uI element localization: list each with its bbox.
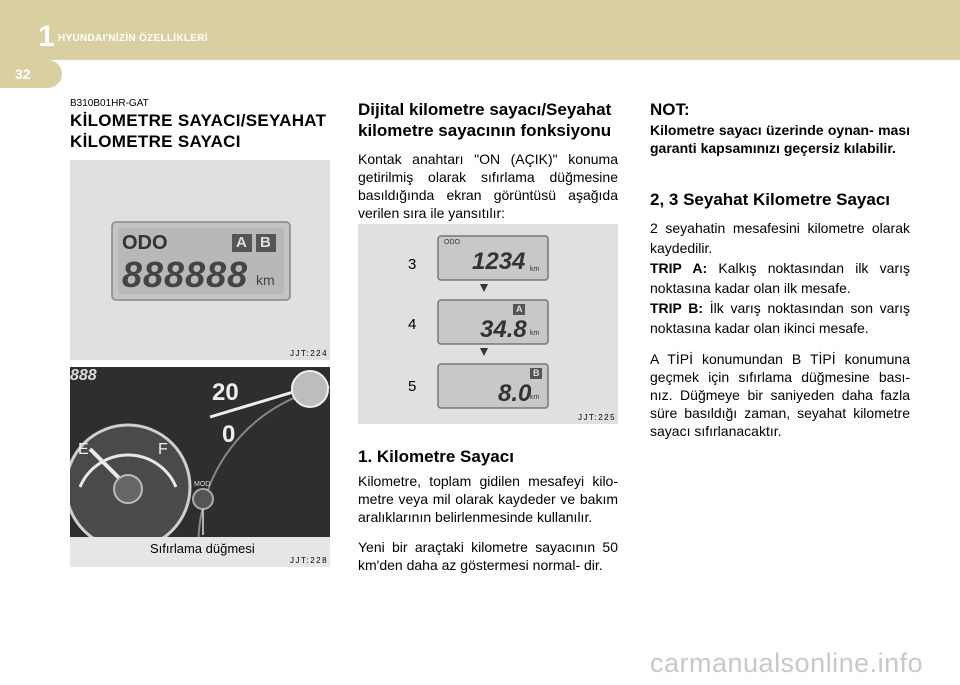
page-number: 32 [15,66,31,82]
mod-label: MOD [194,481,211,488]
display-badge-a: A [516,304,523,314]
display-value-3: 8.0 [498,380,532,407]
display-value-1: 1234 [472,248,526,275]
chapter-title: HYUNDAI'NİZİN ÖZELLİKLERİ [58,33,208,44]
section-title-line1: KİLOMETRE SAYACI/SEYAHAT [70,111,327,130]
trip-intro-text: 2 seyahatin mesafesini kilometre olarak kaydedilir. [650,220,910,256]
reset-button-label: Sıfırlama düğmesi [150,541,255,556]
trip-a-label: TRIP A: [650,260,708,276]
odometer-section-title: 1. Kilometre Sayacı [358,447,514,466]
odo-label: ODO [122,232,168,254]
section-title-line2: KİLOMETRE SAYACI [70,132,241,151]
scale-0: 0 [222,421,236,448]
sequence-number-4: 4 [408,316,417,333]
trip-a-description: Kalkış noktasından ilk varış noktasına kadar olan ilk mesafe. [650,260,910,296]
trip-a-text [650,258,910,298]
sequence-number-3: 3 [408,256,417,273]
note-text: Kilometre sayacı üzerinde oynan- ması garanti kapsamınızı geçersiz kılabilir. [650,122,910,156]
odometer-section-text: Kilometre, toplam gidilen mesafeyi kilo- metre veya mil olarak kaydeder ve bakım aralıklarının belirlenmesinde kullanılır. [358,473,618,525]
cluster-reset-button-figure [70,367,330,567]
trip-b-label: TRIP B: [650,300,704,316]
section-title [70,110,335,152]
section-code: B310B01HR-GAT [70,98,149,109]
cluster-illustration [70,367,330,567]
display-value-2: 34.8 [480,316,527,343]
display-badge-b: B [533,368,540,378]
chapter-number: 1 [38,20,55,53]
display-unit-3: km [530,394,540,401]
odometer-display-figure [70,160,330,360]
note-title: NOT: [650,100,690,119]
figure-caption-3: JJT:225 [578,413,617,422]
fuel-label-f: F [158,441,168,458]
sequence-number-5: 5 [408,378,417,395]
trip-b-description: İlk varış noktasından son varış noktasına kadar olan ikinci mesafe. [650,300,910,336]
page-number-tab [0,60,62,88]
badge-b: B [260,234,271,251]
chapter-header [0,0,960,60]
display-odo-label: ODO [444,239,460,246]
odometer-new-car-text: Yeni bir araçtaki kilometre sayacının 50 km'den daha az göstermesi normal- dir. [358,539,618,573]
watermark: carmanualsonline.info [650,648,924,678]
trip-section-title: 2, 3 Seyahat Kilometre Sayacı [650,190,891,209]
badge-a: A [236,234,247,251]
figure-caption-2: JJT:228 [290,556,329,565]
display-unit-1: km [530,266,540,273]
trip-switch-text: A TİPİ konumundan B TİPİ konumuna geçmek için sıfırlama düğmesine bası- nız. Düğmeye bir saniyeden daha fazla süre basıldığı zaman, seyahat kilometre sayacı sıfırlanacaktır. [650,351,910,439]
trip-b-text [650,298,910,338]
figure-caption-1: JJT:224 [290,349,329,358]
display-unit-2: km [530,330,540,337]
display-sequence-figure [358,224,618,424]
odometer-unit: km [256,272,275,288]
function-heading: Dijital kilometre sayacı/Seyahat kilometre sayacının fonksiyonu [358,100,612,140]
function-intro: Kontak anahtarı "ON (AÇIK)" konuma getirilmiş olarak sıfırlama düğmesine basıldığında ekran görüntüsü aşağıda verilen sıra ile yansıtılır: [358,151,618,221]
odometer-digits: 888888 [122,254,249,295]
cluster-top-left-digits: 888 [70,367,97,384]
scale-20: 20 [212,379,239,406]
fuel-label-e: E [78,441,89,458]
